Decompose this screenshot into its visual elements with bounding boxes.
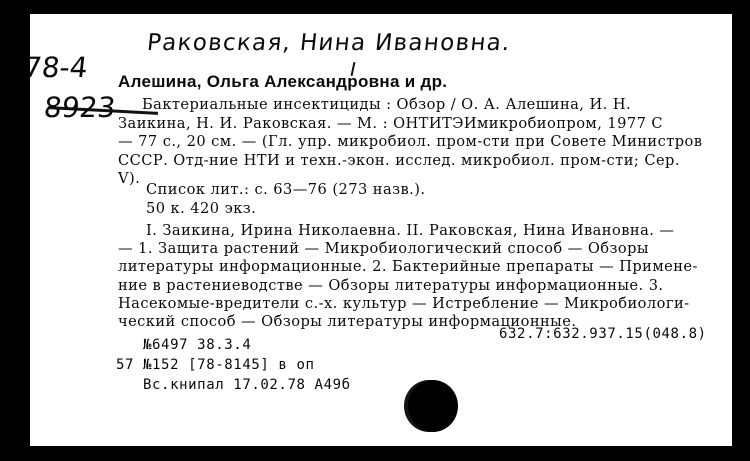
subject-line: литературы информационные. 2. Бактерийные препараты — Примене- xyxy=(118,258,698,275)
stamp-line: Вс.книпал 17.02.78 А49б xyxy=(143,377,351,393)
body-line: Бактериальные инсектициды : Обзор / О. А. Алешина, И. Н. xyxy=(142,96,632,113)
accession-line: №6497 38.3.4 xyxy=(143,337,252,353)
subject-line: — 1. Защита растений — Микробиологический способ — Обзоры xyxy=(118,240,650,257)
body-line: СССР. Отд-ние НТИ и техн.-экон. исслед. микробиол. пром-сти; Сер. xyxy=(118,152,680,169)
subject-line: ние в растениеводстве — Обзоры литературы информационные. 3. xyxy=(118,277,664,294)
shelf-mark-top: 78-4 xyxy=(22,51,90,84)
literature-note: Список лит.: с. 63—76 (273 назв.). xyxy=(146,181,426,198)
subject-line: Насекомые-вредители с.-х. культур — Истребление — Микробиологи- xyxy=(118,295,690,312)
shelf-mark-bottom: 8923 xyxy=(42,91,118,124)
subject-line: ческий способ — Обзоры литературы информационные. xyxy=(118,313,577,330)
author-line: Алешина, Ольга Александровна и др. xyxy=(118,72,448,91)
print-run: 50 к. 420 экз. xyxy=(146,200,257,217)
order-line: №152 [78-8145] в оп xyxy=(143,357,315,373)
body-line: — 77 с., 20 см. — (Гл. упр. микробиол. пром-сти при Совете Министров xyxy=(118,133,703,150)
classification-index: 632.7:632.937.15(048.8) xyxy=(499,326,707,342)
catalog-card xyxy=(22,14,732,446)
footer-prefix: 57 xyxy=(116,357,135,373)
subject-line: I. Заикина, Ирина Николаевна. II. Раковская, Нина Ивановна. — xyxy=(146,222,675,239)
card-punch-hole xyxy=(408,380,458,432)
body-line: V). xyxy=(118,170,141,187)
body-line: Заикина, Н. И. Раковская. — М. : ОНТИТЭИмикробиопром, 1977 С xyxy=(118,115,664,132)
handwritten-heading: Раковская, Нина Ивановна. xyxy=(145,30,513,56)
